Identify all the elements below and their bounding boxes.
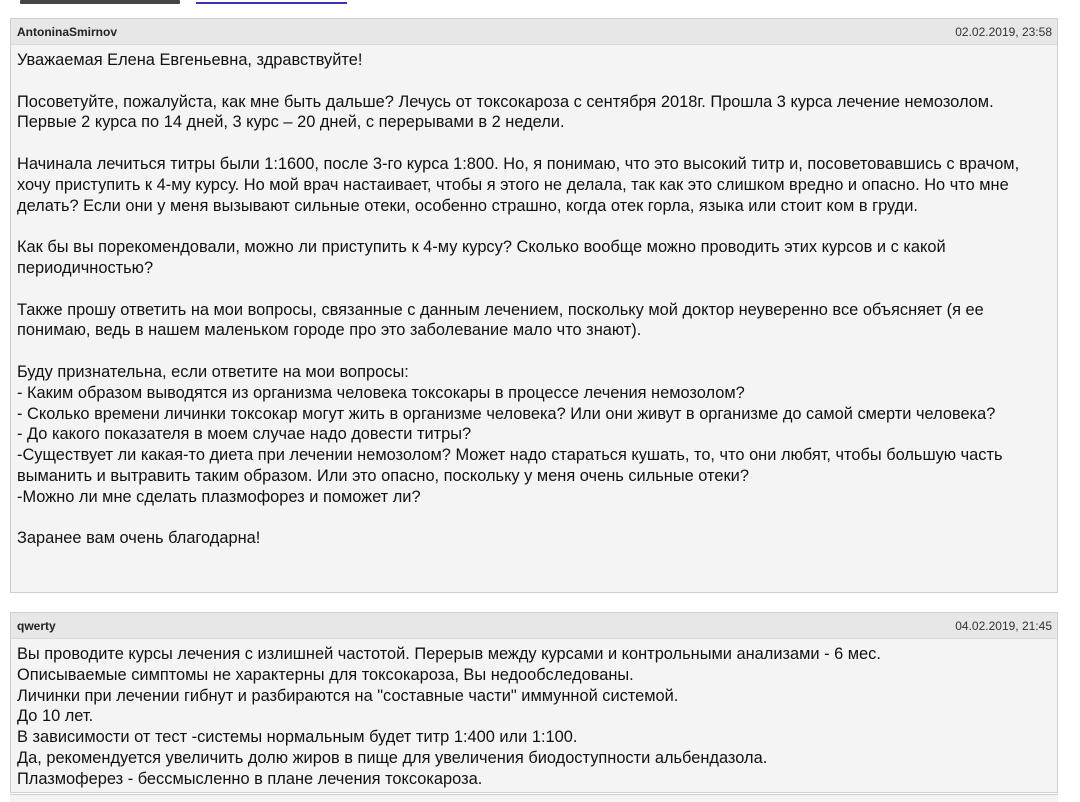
top-cut-off-line: [0, 0, 1080, 6]
post-header: [11, 613, 1057, 639]
post-date: 04.02.2019, 21:45: [955, 619, 1052, 633]
post-separator: [10, 594, 1058, 610]
forum-post: [10, 612, 1058, 793]
forum-post: [10, 18, 1058, 593]
post-header: [11, 19, 1057, 45]
post-body: Уважаемая Елена Евгеньевна, здравствуйте! Посоветуйте, пожалуйста, как мне быть дальше? Лечусь от токсокароза с сентября 2018г. Прошла 3 курса лечение немозолом. Первые 2 курса по 14 дней, 3 курс – 20 дней, с перерывами в 2 недели. Начинала лечиться титры были 1:1600, после 3-го курса 1:800. Но, я понимаю, что это высокий титр и, посоветовавшись с врачом, хочу приступить к 4-му курсу. Но мой врач настаивает, чтобы я этого не делала, так как это слишком вредно и опасно. Но что мне делать? Если они у меня вызывают сильные отеки, особенно страшно, когда отек горла, языка или стоит ком в груди. Как бы вы порекомендовали, можно ли приступить к 4-му курсу? Сколько вообще можно проводить этих курсов и с какой периодичностью? Также прошу ответить на мои вопросы, связанные с данным лечением, поскольку мой доктор неуверенно все объясняет (я ее понимаю, ведь в нашем маленьком городе про это заболевание мало что знают). Буду признательна, если ответите на мои вопросы: - Каким образом выводятся из организма человека токсокары в процессе лечения немозолом? - Сколько времени личинки токсокар могут жить в организме человека? Или они живут в организме до самой смерти человека? - До какого показателя в моем случае надо довести титры? -Существует ли какая-то диета при лечении немозолом? Может надо стараться кушать, то, что они любят, чтобы большую часть выманить и вытравить таким образом. Или это опасно, поскольку у меня очень сильные отеки? -Можно ли мне сделать плазмофорез и поможет ли? Заранее вам очень благодарна!: [17, 51, 1020, 548]
post-author[interactable]: qwerty: [17, 619, 56, 633]
top-cut-link[interactable]: [196, 2, 347, 4]
post-date: 02.02.2019, 23:58: [955, 25, 1052, 39]
post-author[interactable]: AntoninaSmirnov: [17, 25, 118, 39]
next-post-edge: [10, 794, 1058, 802]
top-cut-text: [20, 0, 180, 4]
post-body: Вы проводите курсы лечения с излишней частотой. Перерыв между курсами и контрольными анализами - 6 мес. Описываемые симптомы не характерны для токсокароза, Вы недообследованы. Личинки при лечении гибнут и разбираются на "составные части" иммунной системой. До 10 лет. В зависимости от тест -системы нормальным будет титр 1:400 или 1:100. Да, рекомендуется увеличить долю жиров в пище для увеличения биодоступности альбендазола. Плазмоферез - бессмысленно в плане лечения токсокароза.: [17, 645, 881, 788]
